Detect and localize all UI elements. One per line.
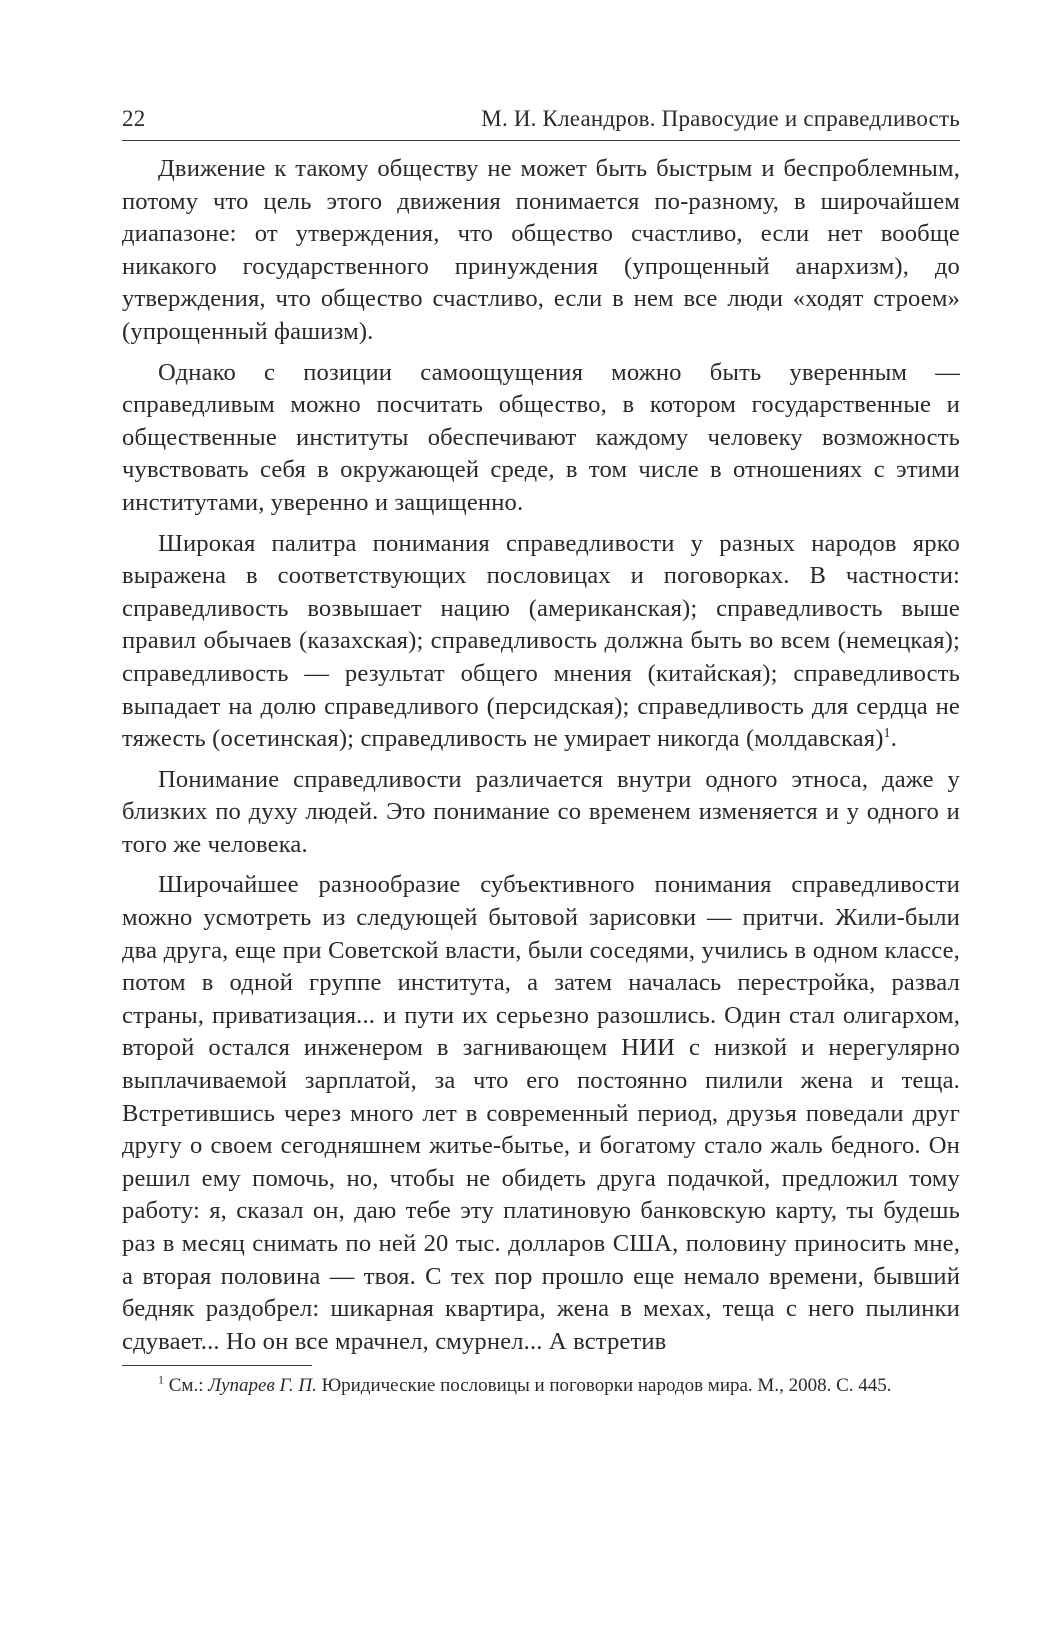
footnote-author: Лупарев Г. П. (208, 1375, 317, 1397)
running-title: М. И. Клеандров. Правосудие и справедливость (481, 106, 960, 131)
footnote-marker: 1 (158, 1373, 164, 1388)
page-number: 22 (122, 106, 146, 131)
paragraph-1: Движение к такому обществу не может быть быстрым и беспроблемным, потому что цель этого движения понимается по-разному, в широчайшем диапазоне: от утверждения, что общество счастливо, если нет вообще никакого государственного принуждения (упрощенный анархизм), до утверждения, что общество счастливо, если в нем все люди «ходят строем» (упрощенный фашизм). (122, 155, 960, 345)
footnote-divider (122, 1365, 312, 1366)
paragraph-3-end: . (890, 725, 898, 753)
paragraph-3-text: Широкая палитра понимания справедливости у разных народов ярко выражена в соответствующих пословицах и поговорках. В частности: справедливость возвышает нацию (американская); справедливость выше правил обычаев (казахская); справедливость должна быть во всем (немецкая); справедливость — результат общего мнения (китайская); справедливость выпадает на долю справедливого (персидская); справедливость для сердца не тяжесть (осетинская); справедливость не умирает никогда (молдавская) (122, 529, 960, 753)
running-head (122, 104, 960, 141)
body-text (122, 153, 960, 1358)
paragraph-2: Однако с позиции самоощущения можно быть уверенным — справедливым можно посчитать общество, в котором государственные и общественные институты обеспечивают каждому человеку возможность чувствовать себя в окружающей среде, в том числе в отношениях с этими институтами, уверенно и защищенно. (122, 358, 960, 516)
footnote-lead: См.: (164, 1375, 209, 1397)
book-page (122, 104, 960, 1399)
paragraph-5: Широчайшее разнообразие субъективного понимания справедливости можно усмотреть из следующей бытовой зарисовки — притчи. Жили-были два друга, еще при Советской власти, были соседями, учились в одном классе, потом в одной группе института, а затем началась перестройка, развал страны, приватизация... и пути их серьезно разошлись. Один стал олигархом, второй остался инженером в загнивающем НИИ с низкой и нерегулярно выплачиваемой зарплатой, за что его постоянно пилили жена и теща. Встретившись через много лет в современный период, друзья поведали друг другу о своем сегодняшнем житье-бытье, и богатому стало жаль бедного. Он решил ему помочь, но, чтобы не обидеть друга подачкой, предложил тому работу: я, сказал он, даю тебе эту платиновую банковскую карту, ты будешь раз в месяц снимать по ней 20 тыс. долларов США, половину приносить мне, а вторая половина — твоя. С тех пор прошло еще немало времени, бывший бедняк раздобрел: шикарная квартира, жена в мехах, теща с него пылинки сдувает... Но он все мрачнел, смурнел... А встретив (122, 871, 960, 1355)
paragraph-3 (122, 528, 960, 756)
footnote-text: Юридические пословицы и поговорки народов мира. М., 2008. С. 445. (316, 1375, 892, 1397)
footnote-reference[interactable]: 1 (883, 725, 891, 741)
footnote (122, 1372, 960, 1399)
paragraph-4: Понимание справедливости различается внутри одного этноса, даже у близких по духу людей. Это понимание со временем изменяется и у одного и того же человека. (122, 765, 960, 858)
